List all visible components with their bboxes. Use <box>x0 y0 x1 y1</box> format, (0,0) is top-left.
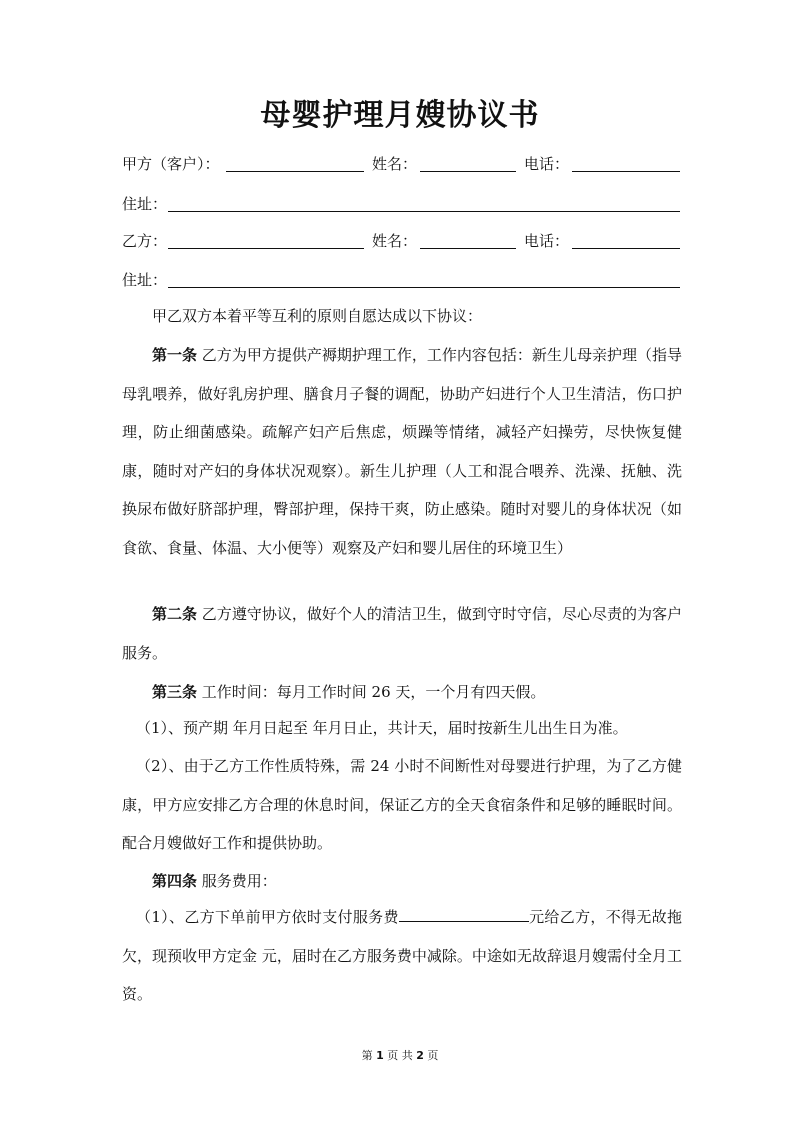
party-a-address-row <box>122 192 682 216</box>
article-1-heading: 第一条 <box>152 346 198 364</box>
footer-prefix: 第 <box>361 1049 373 1062</box>
party-b-phone-blank <box>572 248 680 249</box>
document-title: 母婴护理月嫂协议书 <box>260 98 540 133</box>
party-b-address-blank <box>168 287 680 288</box>
party-b-row <box>122 229 682 253</box>
party-b-label: 乙方： <box>122 232 168 250</box>
article-1-text: 乙方为甲方提供产褥期护理工作，工作内容包括：新生儿母亲护理（指导母乳喂养，做好乳房护理、膳食月子餐的调配，协助产妇进行个人卫生清洁，伤口护理，防止细菌感染。疏解产妇产后焦虑，烦躁等情绪，减轻产妇操劳，尽快恢复健康，随时对产妇的身体状况观察）。新生儿护理（人工和混合喂养、洗澡、抚触、洗换尿布做好脐部护理，臀部护理，保持干爽，防止感染。随时对婴儿的身体状况（如食欲、食量、体温、大小便等）观察及产妇和婴儿居住的环境卫生） <box>122 346 682 557</box>
article-3-text: 工作时间：每月工作时间 26 天，一个月有四天假。 <box>197 683 546 701</box>
party-a-address-blank <box>168 211 680 212</box>
article-4-heading: 第四条 <box>152 872 198 890</box>
article-1 <box>122 336 682 567</box>
article-4 <box>122 862 682 901</box>
party-b-blank <box>168 248 364 249</box>
party-a-label: 甲方（客户）： <box>122 155 220 173</box>
party-a-name-label: 姓名： <box>372 155 418 173</box>
article-4-text: 服务费用： <box>197 872 277 890</box>
footer-page-total: 2 <box>416 1049 424 1062</box>
party-b-address-label: 住址： <box>122 271 168 289</box>
footer-mid: 页 共 <box>387 1049 413 1062</box>
party-a-address-label: 住址： <box>122 195 168 213</box>
footer-suffix: 页 <box>427 1049 439 1062</box>
party-a-phone-label: 电话： <box>524 155 570 173</box>
article-3-heading: 第三条 <box>152 683 198 701</box>
article-3-item-2: （2）、由于乙方工作性质特殊，需 24 小时不间断性对母婴进行护理，为了乙方健康，甲方应安排乙方合理的休息时间，保证乙方的全天食宿条件和足够的睡眠时间。配合月嫂做好工作和提供协助。 <box>122 757 682 852</box>
footer-page-number: 1 <box>376 1049 384 1062</box>
article-2-text: 乙方遵守协议，做好个人的清洁卫生，做到守时守信，尽心尽责的为客户服务。 <box>122 605 682 662</box>
article-2-heading: 第二条 <box>152 605 198 623</box>
party-a-name-blank <box>420 171 516 172</box>
article-2 <box>122 595 682 672</box>
party-a-blank <box>226 171 364 172</box>
party-b-phone-label: 电话： <box>524 232 570 250</box>
party-b-name-blank <box>420 248 516 249</box>
article-3 <box>122 673 682 712</box>
party-b-address-row <box>122 268 682 292</box>
party-a-row <box>122 152 682 176</box>
article-4-item-1 <box>122 898 682 1014</box>
intro-paragraph: 甲乙双方本着平等互利的原则自愿达成以下协议： <box>152 307 483 325</box>
party-a-phone-blank <box>572 171 680 172</box>
service-fee-blank <box>399 905 529 922</box>
article-4-item-1-after: 元给乙方，不得无故拖欠，现预收甲方定金 元，届时在乙方服务费中减除。中途如无故辞退月嫂需付全月工资。 <box>122 908 682 1003</box>
page-footer <box>0 1048 800 1064</box>
article-3-item-1: （1）、预产期 年月日起至 年月日止，共计天，届时按新生儿出生日为准。 <box>136 719 628 737</box>
article-4-item-1-before: （1）、乙方下单前甲方依时支付服务费 <box>136 908 399 926</box>
party-b-name-label: 姓名： <box>372 232 418 250</box>
